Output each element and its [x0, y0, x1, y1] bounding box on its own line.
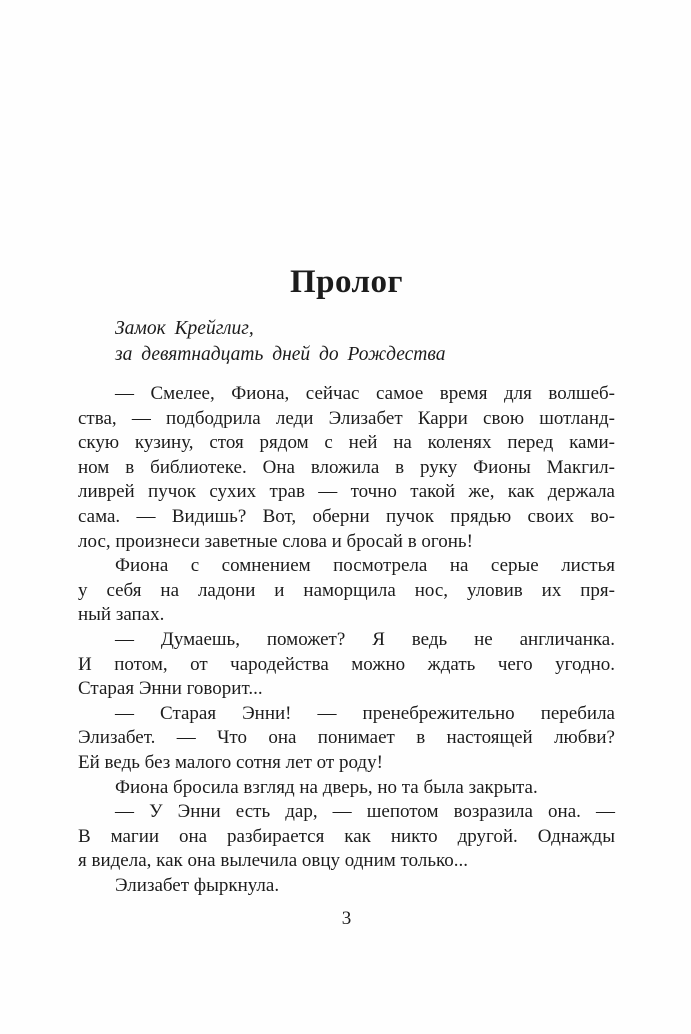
paragraph: [78, 382, 615, 554]
text-line: лос, произнеси заветные слова и бросай в огонь!: [78, 530, 473, 552]
paragraph: [78, 628, 615, 702]
text-line: Элизабет. — Что она понимает в настоящей любви?: [78, 727, 615, 749]
text-line: сама. — Видишь? Вот, оберни пучок прядью своих во-: [78, 505, 615, 527]
chapter-title: Пролог: [289, 264, 404, 300]
text-line: ный запах.: [78, 604, 165, 626]
paragraph: [78, 874, 615, 899]
body-text: [78, 382, 615, 898]
text-line: Старая Энни говорит...: [78, 678, 263, 700]
epigraph: [115, 316, 615, 368]
text-line: И потом, от чародейства можно ждать чего угодно.: [78, 653, 615, 675]
paragraph: [78, 702, 615, 776]
text-line: ства, — подбодрила леди Элизабет Карри свою шотланд-: [78, 407, 615, 429]
epigraph-line: Замок Крейглиг,: [115, 318, 254, 339]
text-line: — Старая Энни! — пренебрежительно перебила: [115, 702, 615, 724]
paragraph: [78, 776, 615, 801]
text-line: я видела, как она вылечила овцу одним только...: [78, 850, 469, 872]
paragraph: [78, 800, 615, 874]
text-line: — Смелее, Фиона, сейчас самое время для волшеб-: [115, 383, 615, 404]
text-line: Фиона бросила взгляд на дверь, но та была закрыта.: [115, 776, 538, 798]
text-line: у себя на ладони и наморщила нос, уловив их пря-: [78, 579, 615, 601]
text-line: Ей ведь без малого сотня лет от роду!: [78, 751, 383, 773]
paragraph: [78, 554, 615, 628]
text-line: Элизабет фыркнула.: [115, 874, 280, 896]
text-line: скую кузину, стоя рядом с ней на коленях перед ками-: [78, 432, 615, 454]
text-line: ливрей пучок сухих трав — точно такой же, как держала: [78, 481, 615, 503]
text-line: В магии она разбирается как никто другой. Однажды: [78, 825, 615, 847]
text-line: — У Энни есть дар, — шепотом возразила она. —: [115, 801, 615, 823]
text-line: Фиона с сомнением посмотрела на серые листья: [115, 555, 615, 577]
epigraph-line: за девятнадцать дней до Рождества: [115, 344, 446, 365]
text-block: [78, 0, 615, 931]
text-line: — Думаешь, поможет? Я ведь не англичанка.: [115, 628, 615, 650]
text-line: ном в библиотеке. Она вложила в руку Фионы Макгил-: [78, 456, 615, 478]
page-number: 3: [341, 908, 352, 930]
